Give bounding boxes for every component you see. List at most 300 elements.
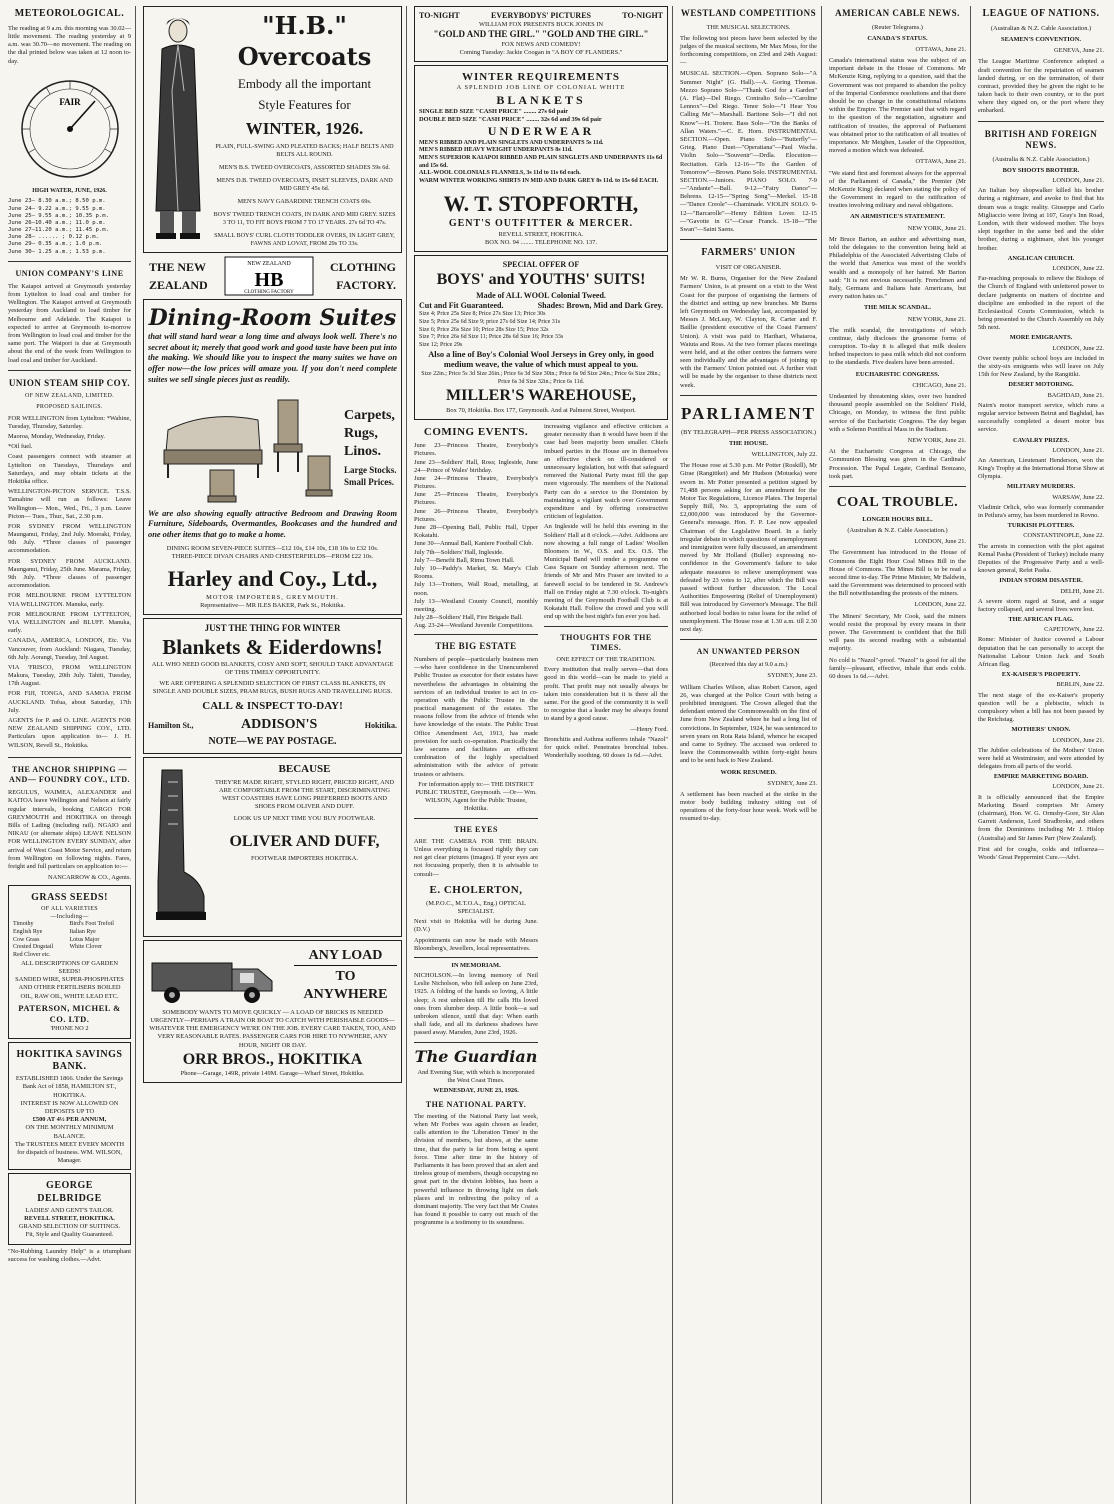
kaiser-place: BERLIN, June 22.	[1056, 681, 1104, 689]
hb-badge-top: NEW ZEALAND	[247, 260, 291, 267]
immig-place: LONDON, June 22.	[1052, 344, 1104, 352]
stopforth-sub: GENT'S OUTFITTER & MERCER.	[448, 217, 634, 229]
dining-side4: Large Stocks. Small Prices.	[344, 465, 397, 487]
british-sub: (Australia & N.Z. Cable Association.)	[992, 155, 1090, 163]
nazol-ad: No cold is "Nazol"-proof. "Nazol" is good for all the family—pleasant, effective, inhale that ends colds. 60 doses 1s 6d.—Advt.	[829, 656, 966, 680]
bank-title: HOKITIKA SAVINGS BANK.	[16, 1048, 123, 1073]
pictures-ad	[414, 6, 668, 62]
because-title: BECAUSE	[278, 762, 331, 775]
miller-special: SPECIAL OFFER OF	[502, 260, 580, 270]
event-item: June 23—Princess Theatre, Everybody's Pictures.	[414, 442, 538, 458]
canada-place: OTTAWA, June 21.	[915, 45, 966, 53]
hb-item: BOYS' TWEED TRENCH COATS, IN DARK AND MID GREY. SIZES 3 TO 11, TO FIT BOYS FROM 7 TO 17 YEARS. 27s 6d TO 47s.	[213, 211, 396, 226]
hb-title: "H.B." Overcoats	[237, 11, 372, 71]
work-place: SYDNEY, June 23.	[767, 779, 817, 787]
desert-text: Nairn's motor transport service, which runs a regular service between Beirut and Baghdad, has successfully completed a desert motor bus service.	[978, 401, 1104, 434]
underwear-item: ALL-WOOL COLONIALS FLANNELS, 3s 11d to 11s 6d each.	[419, 170, 581, 177]
grass-item: Italian Rye	[69, 929, 96, 936]
hb-items	[212, 143, 397, 247]
house-title: THE HOUSE.	[728, 439, 769, 447]
west-intro: The following test pieces have been selected by the judges of the musical sections, Mr Max Moss, for the forthcoming competitions, on 23rd and 24th August:—	[680, 34, 817, 67]
col3-right-subcolumn	[544, 423, 668, 1504]
coal-text: The Government has introduced in the House of Commons the Eight Hour Coal Mines Bill in the House of Commons. The Mines Bill is to be read a second time to-day. The Prime Minister, Mr Baldwin, said the Government was determined to proceed with the Bill notwithstanding the protests of the miners.	[829, 549, 966, 598]
thoughts-sub: ONE EFFECT OF THE TRADITION.	[556, 656, 656, 664]
grass-seeds-ad	[8, 885, 131, 1038]
grass-item: Bird's Foot Trefoil	[69, 921, 114, 928]
coal-sub: LONGER HOURS BILL.	[862, 515, 933, 523]
tide-row: June 30— 1.25 a.m.; 1.53 p.m.	[8, 248, 106, 255]
events-title: COMING EVENTS.	[423, 426, 529, 439]
bank-min: ON THE MONTHLY MINIMUM BALANCE.	[25, 1124, 114, 1140]
oliver-title: OLIVER AND DUFF,	[229, 832, 380, 850]
cholerton-sub: (M.P.O.C., M.T.O.A., Eng.) OPTICAL SPECIALIST.	[426, 899, 526, 915]
euch-title: EUCHARISTIC CONGRESS.	[855, 370, 940, 378]
cable-title: AMERICAN CABLE NEWS.	[835, 8, 960, 18]
desert-title: DESERT MOTORING.	[1008, 381, 1074, 389]
ussco-sub: OF NEW ZEALAND, LIMITED.	[25, 393, 114, 400]
military-title: MILITARY MURDERS.	[1007, 483, 1075, 491]
empire-title: EMPIRE MARKETING BOARD.	[993, 773, 1089, 781]
thoughts-text: Every institution that really serves—that does good in this world—can be made to yield a profit. That profit may not usually always be taken into consideration but it is there all the same. For the good of the community it is well to recognise that a leader may be always found to stand by a good cause.	[544, 666, 668, 723]
delbridge-fit: Fit, Style and Quality Guaranteed.	[25, 1231, 114, 1239]
millers-ad	[414, 255, 668, 420]
dining-text: that will stand hard wear a long time and always look well. There's no secret about it; merely that good work and good taste have been put into the making. We should like you to inspect the many suites we have on offer now—the low prices will amaze you. If you don't need complete suites we sell single pieces just as readily.	[148, 331, 397, 384]
orr-foot: Phone—Garage, 149R, private 149M. Garage—Wharf Street, Hokitika.	[180, 1070, 365, 1078]
grass-item: Cow Grass	[13, 936, 40, 943]
addison-name: ADDISON'S	[241, 717, 318, 733]
guardian-date: WEDNESDAY, JUNE 23, 1926.	[433, 1087, 519, 1095]
grass-more2: SANDED WIRE, SUPER-PHOSPHATES AND OTHER FERTILISERS BOILED OIL, RAW OIL, WHITE LEAD ETC.	[15, 976, 124, 1000]
mothers-place: LONDON, June 21.	[1052, 736, 1104, 744]
laundry-ad: "No-Rubbing Laundry Help" is a triumphant success for washing clothes.—Advt.	[8, 1247, 131, 1263]
seamen-place: GENEVA, June 21.	[1054, 47, 1104, 55]
ussco-title: UNION STEAM SHIP COY.	[8, 377, 131, 388]
memoriam-title: IN MEMORIAM.	[451, 961, 501, 969]
milk-place: NEW YORK, June 21.	[907, 315, 966, 323]
grass-item: Crested Dogstail	[13, 944, 54, 951]
ottawa2-text: "We stand first and foremost always for the approval of the Parliament of Canada," the Premier (Mr McKenzie King) declared when stating the policy of the Government in regard to the ratification of treaties involving military and naval obligations.	[829, 169, 966, 210]
winter-sub: A SPLENDID JOB LINE OF COLONIAL WHITE	[456, 84, 626, 92]
because-t1: THEY'RE MADE RIGHT, STYLED RIGHT, PRICED RIGHT, AND ARE COMFORTABLE FROM THE START, DISCRIMINATING WEST COASTERS HAVE LONG PREFERRED BOOTS AND SHOES FROM OLIVER AND DUFF.	[214, 778, 394, 811]
military-place: WARSAW, June 22.	[1052, 493, 1104, 501]
unwanted-title: AN UNWANTED PERSON	[696, 647, 801, 657]
anyload-1: ANY LOAD	[308, 948, 383, 964]
sailing-item: FOR SYDNEY FROM WELLINGTON Maunganui, Friday, 2nd July. Moeraki, Friday, 9th July. *Three classes of passenger accommodation.	[8, 522, 131, 555]
underwear-item: MEN'S RIBBED AND PLAIN SINGLETS AND UNDERPANTS 5s 11d.	[419, 139, 604, 146]
stopforth-title: W. T. STOPFORTH,	[443, 190, 639, 216]
miller-size-row: Size 5; Price 25s 6d Size 9; price 27s 6d Size 14; Price 31s	[419, 318, 561, 325]
bank-amount: £500 AT 4½ PER ANNUM,	[32, 1116, 107, 1124]
soldiers-text: An Ingleside will be held this evening in the Soldiers' Hall at 8 o'clock.—Advt. Addisons are now showing a full range of Ladies' Woollen Bloomers in W., O.S. and Ex. O.S. The Municipal Band will render a programme on Cass Square on Sunday afternoon next. The friends of Mr and Mrs Fraser are invited to a farewell social to be tendered in St. Andrew's Hall on Friday night at 7.30 o'clock. To-night's meeting of the Greymouth Football Club is at Kokatahi Hall. Follow the crowd and you will end up with the best night's fun ever you had.	[544, 523, 668, 621]
natparty-title: THE NATIONAL PARTY.	[425, 1099, 527, 1109]
event-item: July 13—Trotters, Wall Road, metalling, at noon.	[414, 581, 538, 597]
unwanted-place: SYDNEY, June 23.	[767, 672, 817, 680]
cavalry-title: CAVALRY PRIZES.	[1012, 436, 1070, 444]
event-item: June 24—Princess Theatre, Everybody's Pictures.	[414, 474, 538, 491]
miller-size-row: Size 6; Price 26s Size 10; Price 28s Size 15; Price 32s	[419, 326, 549, 333]
guardian-title: The Guardian	[414, 1046, 538, 1066]
boy-place: LONDON, June 21.	[1052, 177, 1104, 185]
oliver-duff-ad	[143, 757, 402, 937]
turkish-title: TURKISH PLOTTERS.	[1007, 522, 1075, 530]
furniture-icon	[148, 390, 338, 506]
immig-text: Over twenty public school boys are included in the sixty-six emigrants who will leave on July 15th for New Zealand, by the Rangitiki.	[978, 354, 1104, 379]
hb-factory-left2: ZEALAND	[149, 277, 208, 292]
cavalry-text: An American, Lieutenant Henderson, won the King's Trophy at the International Horse Show at Olympia.	[978, 456, 1104, 481]
parliament-text: The House rose at 5.30 p.m. Mr Potter (Roskill), Mr Girae (Rangitikei) and Mr Hudson (Motueka) were sworn in. Mr Potter presented a petition signed by 71,488 persons asking for an amendment for the Motor Tax Regulations, Licence Plates. The Imperial Supply Bill, No. 3, appropriating the sum of £2,000,000 was introduced by the Governor-General's message. Hon. F. P. Lee now appealed Chairman of the Legislative Board. In a fairly irregular debate in which questions of unemployment and immigration were fully discussed, an amendment moved by Mr Holland (Buller) expressing no-confidence in the Government's failure to take adequate measures to relieve unemployment was defeated by 23 votes to 12, after which the Bill was passed without further discussion. The Local Authorities Empowering (Relief of Unemployment) Bill was introduced by Governor's Message. The Bill authorised local bodies to raise loans for the relief of unemployment. The House rose at 1.30 a.m. till 2.30 next day.	[680, 462, 817, 633]
ussco-sail: PROPOSED SAILINGS.	[36, 403, 103, 410]
indian-text: A severe storm raged at Surat, and a sugar factory collapsed, and several lives were lost.	[978, 597, 1104, 613]
sailing-item: AGENTS for P. and O. LINE. AGENTS FOR NEW ZEALAND SHIPPING COY., LTD. Particulars upon application to— J. H. WILSON, Revell St., Hokitika.	[8, 717, 131, 749]
farmers-sub: VISIT OF ORGANISER.	[715, 264, 782, 271]
indian-title: INDIAN STORM DISASTER.	[999, 577, 1083, 585]
delbridge-ad	[8, 1173, 131, 1244]
hb-line1: Embody all the important	[237, 76, 372, 92]
addison-right: Hokitika.	[364, 721, 397, 731]
guardian-sub: And Evening Star, with which is incorporated the West Coast Times.	[417, 1069, 535, 1085]
armistice-title: AN ARMISTICE'S STATEMENT.	[850, 213, 945, 221]
blankets-ad	[143, 618, 402, 754]
orr-title: ORR BROS., HOKITIKA	[182, 1050, 363, 1068]
bank-trustees: The TRUSTEES MEET EVERY MONTH for dispatch of business. WM. WILSON, Manager.	[14, 1140, 125, 1165]
dining-also: We are also showing equally attractive Bedroom and Drawing Room Furniture, Sideboards, Overmantles, Bookcases and the hundred and one other items that go to make a home.	[148, 508, 397, 540]
coal-agency: (Australian & N.Z. Cable Association.)	[847, 526, 948, 534]
sailings-list	[8, 415, 131, 752]
savings-bank-ad	[8, 1042, 131, 1171]
grass-sub: OF ALL VARIETIES	[41, 906, 98, 913]
paterson-phone: 'PHONE NO 2	[50, 1025, 89, 1033]
union-title: UNION COMPANY'S LINE	[15, 268, 124, 278]
underwear-item: MEN'S RIBBED HEAVY WEIGHT UNDERPANTS 8s 11d.	[419, 147, 573, 154]
sailing-item: FOR FIJI, TONGA, AND SAMOA FROM AUCKLAND. Tofua, about Saturday, 17th July.	[8, 690, 131, 714]
event-item: June 28—Opening Ball, Public Hall, Upper Kokatahi.	[414, 524, 538, 540]
hb-factory-right: CLOTHING	[329, 259, 396, 274]
column-6	[974, 6, 1108, 1504]
event-item: Aug. 23-24—Westland Juvenile Competitions.	[414, 622, 534, 630]
tide-row: June 28— ...... ; 0.12 p.m.	[8, 234, 99, 241]
hb-badge-icon	[224, 256, 314, 296]
pic-line4: Coming Tuesday: Jackie Coogan in "A BOY OF FLANDERS."	[459, 49, 623, 57]
news-items	[978, 167, 1104, 843]
bl-single: SINGLE BED SIZE "CASH PRICE" ........ 27s 6d pair	[419, 107, 569, 115]
sailing-item: CANADA, AMERICA, LONDON, Etc. Via Vancouver, from Auckland: Niagara, Tuesday, 6th July. Aorangi, Tuesday, 3rd August.	[8, 637, 131, 661]
delbridge-addr: REVELL STREET, HOKITIKA.	[24, 1215, 115, 1223]
harley-title: Harley and Coy., Ltd.,	[167, 566, 378, 592]
tide-row: June 29— 0.35 a.m.; 1.0 p.m.	[8, 241, 103, 248]
house-place: WELLINGTON, July 22.	[751, 450, 817, 458]
underwear-item: WARM WINTER WORKING SHIRTS IN MID AND DARK GREY 8s 11d. to 15s 6d EACH.	[419, 178, 659, 185]
cable-text: Canada's international status was the subject of an important debate in the House of Commons. Mr McKenzie King, replying to a question, said that the Government was not prepared to abandon the policy of the Imperial Conference resolutions and that there should be no change in the constitutional relations within the Empire. The Premier said that with regard to the question of the negotiation, signature and ratification of treaties, the approval of Parliament was obtained prior to the ratification of all treaties of importance. Mr Meighen, Leader of the Opposition, moved a motion which was defeated.	[829, 57, 966, 155]
league-title: LEAGUE OF NATIONS.	[982, 8, 1100, 19]
woods-ad: First aid for coughs, colds and influenza—Woods' Great Peppermint Cure.—Advt.	[978, 845, 1104, 861]
grass-more: ALL DESCRIPTIONS OF GARDEN SEEDS!	[21, 959, 118, 975]
sailing-item: Coast passengers connect with steamer at Lyttelton on Tuesdays, Thursdays and Saturdays, and may obtain tickets at the Hokitika office.	[8, 453, 131, 485]
blankets-call: CALL & INSPECT TO-DAY!	[202, 700, 343, 713]
sailing-item: FOR MELBOURNE FROM LYTTELTON VIA WELLINGTON. Manuka, early.	[8, 592, 131, 608]
miller-sizes	[419, 311, 663, 349]
truck-icon	[148, 945, 288, 1007]
grass-item: Lotus Major	[69, 936, 100, 943]
column-5	[825, 6, 971, 1504]
empire-text: It is officially announced that the Empire Marketing Board comprises Mr Amery (chairman), Hon. W. G. Ormsby-Gore, Sir Alan Garrett Anderson, Lord Stradbroke, and others from the Dominions including Mr J. Hislop (Australia) and Sir James Parr (New Zealand).	[978, 793, 1104, 842]
underwear-word: UNDERWEAR	[487, 124, 595, 139]
kaiser-title: EX-KAISER'S PROPERTY.	[1001, 671, 1081, 679]
coal2-text: The Miners' Secretary, Mr Cook, said the miners would resist the proposal by every means in their power. The Government is confident that the Bill will pass its second reading with a substantial majority.	[829, 612, 966, 653]
miller-cut: Cut and Fit Guaranteed.	[419, 300, 504, 310]
tide-row: June 23— 8.30 a.m.; 8.50 p.m.	[8, 198, 106, 205]
hb-line2: Style Features for	[258, 97, 351, 113]
farmers-title: FARMERS' UNION	[701, 247, 796, 259]
parliament-sub: (BY TELEGRAPH—PER PRESS ASSOCIATION.)	[681, 428, 816, 436]
paterson-name: PATERSON, MICHEL & CO. LTD.	[18, 1002, 121, 1024]
harley-rep: Representative— MR ILES BAKER, Park St., Hokitika.	[200, 601, 345, 609]
african-title: THE AFRICAN FLAG.	[1008, 616, 1074, 624]
event-item: June 25—Princess Theatre, Everybody's Pictures.	[414, 491, 538, 507]
delbridge-sub: LADIES' AND GENT'S TAILOR.	[25, 1206, 114, 1214]
ottawa2-place: OTTAWA, June 21.	[915, 158, 966, 166]
thoughts-author: —Henry Ford.	[630, 725, 668, 733]
bank-est: ESTABLISHED 1866. Under the Savings Bank Act of 1858, HAMILTON ST., HOKITIKA.	[15, 1075, 124, 1099]
anchor-text: REGULUS, WAIMEA, ALEXANDER and KAITOA leave Wellington and Nelson at fairly regular intervals, booking CARGO FOR GREYMOUTH and HOKITIKA on through Bills of Lading (including rail). NGAIO and NIKAU (or alternate ships) LEAVE NELSON FOR WELLINGTON EVERY SUNDAY, after arrival of West Coast Motor Service, and return from Wellington on following nights. Fares, freight and full particulars on application to:—	[8, 789, 131, 870]
overcoat-man-icon	[148, 11, 208, 241]
underwear-item: MEN'S SUPERIOR KAIAPOI RIBBED AND PLAIN SINGLETS AND UNDERPANTS 11s 6d and 15s 6d.	[419, 155, 663, 169]
blankets-head: JUST THE THING FOR WINTER	[204, 622, 341, 633]
miller-title: BOYS' and YOUTHS' SUITS!	[436, 271, 646, 289]
sailing-item: FOR SYDNEY FROM AUCKLAND. Maunganui, Friday, 25th June. Marama, Friday, 9th July. *Three classes of passenger accommodation.	[8, 557, 131, 590]
because-t2: LOOK US UP NEXT TIME YOU BUY FOOTWEAR.	[233, 814, 376, 822]
coal-title: COAL TROUBLE.	[836, 494, 959, 510]
column-2	[139, 6, 407, 1504]
pic-head-right: TO-NIGHT	[622, 11, 663, 20]
turkish-text: The arrests in connection with the plot against Kemal Pasha (President of Turkey) include many Deputies of the Progressive Party and a well-known general, Refet Pasha.	[978, 542, 1105, 575]
event-item: June 23—Soldiers' Hall, Ross; Ingleside, June 24—Prince of Wales' birthday.	[414, 458, 538, 474]
col3-left-subcolumn	[414, 423, 538, 1504]
pic-head-left: TO-NIGHT	[419, 11, 460, 20]
sailing-item: *Oil fuel.	[8, 443, 33, 451]
farmers-text: Mr W. R. Burns, Organiser for the New Zealand Farmers' Union, is at present on a visit to the West Coast for the purpose of organising the farmers of the district and setting up new branches. Mr Burns left Greymouth on Wednesday last, accompanied by Messrs J. McLeay, W. Clayton, R. Carter and F. Baillie (president executive of the Coast Farmers' Union). A visit was paid to Harihari, Whataroa, Waiuta and Ross. At the two former places meetings were held, and at the other centres the farmers were seen individually and the advantages of joining up with the Farmers' Union pointed out. A further visit will be made by the organiser to these districts next week.	[680, 275, 817, 389]
blankets-title: Blankets & Eiderdowns!	[162, 635, 383, 660]
hb-badge-bottom: CLOTHING FACTORY	[244, 289, 294, 295]
tide-row: June 25— 9.55 a.m.; 10.35 p.m.	[8, 212, 110, 219]
mothers-title: MOTHERS' UNION.	[1011, 726, 1071, 734]
sailing-item: WELLINGTON-PICTON SERVICE. T.S.S. Tamahine will run as follows: Leave Wellington— Mon., Wed., Fri., 3 p.m. Leave Picton— Tues., Thur., Sat., 2.30 p.m.	[8, 488, 131, 520]
event-item: July 28—Soldiers' Hall, Fire Brigade Ball.	[414, 614, 523, 622]
milk-text: The milk scandal, the investigations of which continue, daily discloses the gruesome forms of corruption. To-day it is alleged that milk dealers bribed inspectors to pass milk which did not conform to the standards. Five dealers have been arrested.	[829, 326, 966, 367]
west-body: MUSICAL SECTION.—Open. Soprano Solo—"A Summer Night" (G. Hall).—A. Goring Thomas. Mezzo Soprano Solo—"Thank God for a Garden" (A. Flat)—Del Riego. Contralto Solo—"Caroline Lennox"—Del Riego. Tenor Solo—"I Hear You Calling Me"—Marshall. Baritone Solo—"I did not Know"—H. Trotere. Bass Solo—"On the Banks of Allan Waters."—C. E. Horn. INSTRUMENTAL SECTION.—Open. Piano Solo—"Butterfly"—Grieg. Piano Duet—"Operatiana"—Paul Wachs. Violin Solo—"Souvenir"—Drdla. Elocution—Recitation. Girls 12-16—"To the Garden of Tomorrow"—Brown. Piano Solo. INSTRUMENTAL SECTION.—Juniors. PIANO SOLO. 7-9—"Andante"—Ball. 9-12—"Fairy Dance"—Behrens. 12-15—"Spring Song"—Merkel. 15-18—"Dance Creole"—Chaminade. VIOLIN SOLO. 9-12—"Barcarolle"—Henry Edition Lover. 12-15—"Gavotte in G"—Cesar Franck. 15-18—"The Swan"—Saint Saens.	[680, 70, 817, 234]
grass-item: Red Clover etc.	[13, 952, 51, 959]
miller-size-row: Size 4; Price 25s Size 8; Price 27s Size 13; Price 30s	[419, 311, 546, 318]
euch-text: Undaunted by threatening skies, over two hundred thousand people assembled on the Soldiers' Field, Chicago, on Monday, to witness the first public service of the Eucharistic Congress. The day began with a Solemn Pontifical Mass in the Stadium.	[829, 393, 966, 433]
unwanted-sub: (Received this day at 9.0 a.m.)	[709, 661, 788, 669]
events-list	[414, 442, 538, 630]
dining-title: Dining-Room Suites	[148, 304, 397, 331]
eyes-text: ARE THE CAMERA FOR THE BRAIN. Unless everything is focussed rightly they can not get clear pictures (images). If your eyes are not focussing properly, then it is advisable to consult—	[414, 837, 538, 878]
armistice-text: Mr Bruce Barton, an author and advertising man, told the delegates to the convention being held at Philadelphia of the Associated Advertising Clubs of the world that America was most of the world's wealth and a monopoly of her hatred. Mr Barton said: "It is not envious necessarily. Frenchmen and Italy, Germans and Italians hate Americans, but every nation hates us."	[829, 235, 966, 301]
tide-row: June 27—11.20 a.m.; 11.45 p.m.	[8, 227, 110, 234]
grass-item: English Rye	[13, 929, 43, 936]
tides-list	[8, 198, 131, 255]
event-item: July 7th—Soldiers' Hall, Ingleside.	[414, 548, 504, 556]
west-sub: THE MUSICAL SELECTIONS.	[706, 23, 791, 31]
west-title: WESTLAND COMPETITIONS	[680, 8, 817, 18]
tides-title: HIGH WATER, JUNE, 1926.	[32, 187, 107, 194]
grass-title: GRASS SEEDS!	[31, 892, 108, 904]
hb-item: PLAIN, FULL-SWING AND PLEATED BACKS; HALF BELTS AND BELTS ALL ROUND.	[215, 143, 394, 159]
union-text: The Kaiapoi arrived at Greymouth yesterday from Lyttelton to load coal and timber for Wellington. The Kaiapoi arrived at Greymouth yesterday from Auckland to load timber for Melbourne and Adelaide. The Kaiapoi is expected to arrive at Greymouth to-morrow from Wellington to load coal and timber for the same port. The Waipori is due at Greymouth about the end of the week from Wellington to load coal and timber for Auckland.	[8, 282, 131, 364]
cavalry-place: LONDON, June 21.	[1052, 446, 1104, 454]
bl-double: DOUBLE BED SIZE "CASH PRICE" ........ 32s 6d and 39s 6d pair	[419, 116, 602, 124]
pic-head-center: EVERYBODYS' PICTURES	[491, 11, 591, 20]
coal-place: LONDON, June 21.	[914, 538, 966, 546]
cholerton-visit: Next visit to Hokitika will be during June. (D.V.)	[414, 918, 538, 934]
hb-item: MEN'S B.S. TWEED OVERCOATS, ASSORTED SHADES 59s 6d.	[219, 164, 390, 172]
thoughts-title: THOUGHTS FOR THE TIMES.	[560, 632, 652, 652]
harley-sub: MOTOR IMPORTERS, GREYMOUTH.	[206, 593, 339, 601]
column-4	[676, 6, 822, 1504]
unwanted-text: William Charles Wilson, alias Robert Carson, aged 26, was charged at the Police Court with being a prohibited immigrant. The Crown alleged that the defendant entered the Commonwealth on the first of June from New Zealand where he had a long list of convictions. In September, 1924, he was sentenced to seven years on Rota Rata Island, whence he escaped and came to Sydney. The accused was ordered to leave the Commonwealth within forty-eight hours and to be sent back to New Zealand.	[680, 683, 817, 765]
pic-line3: FOX NEWS AND COMEDY!	[501, 40, 581, 48]
addison-left: Hamilton St.,	[148, 721, 194, 731]
african-place: CAPETOWN, June 22.	[1044, 626, 1104, 634]
natparty-text: The meeting of the National Party last week, when Mr Forbes was again chosen as leader, calls attention to the 'Liberation Times' in the division of members, but shows, at the same time, that the party is far from being a spent force. Time after time in the history of Parliaments it has been proved that an alert and tireless group of members, though occupying no great part in the division lobbies, has been a powerful influence in throwing light on dark places and in redirecting the policy of a dominant majority. The very fact that Mr Coates has found it possible to carry out much of the programme is a testimony to its soundness.	[414, 1112, 538, 1227]
column-1	[4, 6, 136, 1504]
blankets-word: BLANKETS	[496, 92, 586, 107]
column-3	[410, 6, 673, 1504]
bigestate-text: Numbers of people—particularly business men—who have confidence in the Unencumbered Public Trustee as executor for their estates have nevertheless the advantages in obtaining the services of an individual trustee to act in co-operation with the Public Trustee in the practical management of the estates. The reasons follow from the advice of friends who have knowledge of the estate. The Public Trust Office Amendment Act, 1913, has made provision for such co-operation. Practically the law secures and facilitates an efficient combination of the highly specialised administration with the advice of private trustees or advisers.	[414, 655, 538, 778]
event-item: July 7—Benefit Ball, Rimu Town Hall.	[414, 556, 515, 564]
orr-bros-ad	[143, 940, 402, 1084]
sailing-item: VIA 'FRISCO, FROM WELLINGTON Makura, Tuesday, 20th July. Tahiti, Tuesday, 17th August.	[8, 663, 131, 688]
immig-title: MORE EMIGRANTS.	[1009, 334, 1073, 342]
milk-title: THE MILK SCANDAL.	[864, 304, 931, 312]
euch-place: CHICAGO, June 21.	[912, 381, 966, 389]
hb-item: MEN'S D.B. TWEED OVERCOATS, INSET SLEEVES, DARK AND MID GREY 45s 6d.	[216, 177, 393, 193]
anchor-agent: NANCARROW & CO., Agents.	[48, 874, 131, 882]
dining-room-ad	[143, 299, 402, 615]
event-item: July 13—Westland County Council, monthly meeting.	[414, 597, 538, 613]
dining-prices1: DINING ROOM SEVEN-PIECE SUITES—£12 10s, £14 10s, £18 10s to £32 10s.	[166, 544, 379, 552]
work-title: WORK RESUMED.	[720, 768, 777, 776]
dining-prices2: THREE-PIECE DIVAN CHAIRS AND CHESTERFIELDS—FROM £22 10s.	[171, 553, 374, 561]
military-text: Vladimir Orlick, who was formerly commander in Petlura's army, has been murdered in Rovno.	[978, 503, 1104, 520]
stopforth-addr: REVELL STREET, HOKITIKA.	[498, 230, 584, 238]
barometer-icon	[15, 71, 125, 183]
anglican-text: Far-reaching proposals to relieve the Bishops of the Church of England with unfettered power to declare judgments on matters of doctrine and discipline are embodied in the report of the Ecclesiastical Courts Commission, which is being presented to the Church Assembly on July 5th next.	[978, 275, 1104, 332]
memoriam-text: NICHOLSON.—In loving memory of Neil Leslie Nicholson, who fell asleep on June 23rd, 1925. A folding of the hands so loving, A little sleep; A rest unbroken till He calls His loved ones from slumber deep. A little book—a sad unbroken silence, until that day: When earth shall fade, and all its darkness shadows have passed away. Marsden, June 23rd, 1926.	[414, 972, 538, 1037]
cable-sub: (Reuter Telegrams.)	[872, 23, 923, 31]
ny2-text: At the Eucharistic Congress at Chicago, the Communion Blessing was given in the Cardinals' Procession. The Papal Legate, Cardinal Bonzano, took part.	[829, 448, 966, 480]
orr-text: SOMEBODY WANTS TO MOVE QUICKLY — A LOAD OF BRICKS IS NEEDED URGENTLY—PERHAPS A TRAIN OR BOAT TO CATCH WITH PERISHABLE GOODS—WHATEVER THE EMERGENCY WE'RE ON THE JOB. EVERY CARE TAKEN, TOO, AND VERY REASONABLE RATES. PASSENGER CARS FOR HIRE TO NYWHERE, ANY HOUR, NIGHT OR DAY.	[149, 1008, 396, 1049]
blankets-t2: WE ARE OFFERING A SPLENDID SELECTION OF FIRST CLASS BLANKETS, IN SINGLE AND DOUBLE SIZES, PRAM RUGS, BUSH RUGS AND TRAVELLING RUGS.	[152, 679, 393, 695]
hb-item: MEN'S NAVY GABARDINE TRENCH COATS 69s.	[237, 198, 372, 206]
stopforth-box: BOX NO. 94 ........ TELEPHONE NO. 137.	[485, 238, 597, 246]
col3-continued-text: increasing vigilance and effective criticism a greater necessity than it would have been if the case had been majority been smaller. Chiefs imbued parties in the House are in themselves an effective check on ill-considered or unnecessary legislation, but with that safeguard removed the National Party must fill the gap more vigorously. The members of the National Party can do a service to the Dominion by maintaining a vigilant watch over Government expenditure and by offering constructive criticism of legislation.	[544, 423, 668, 521]
sailing-item: FOR MELBOURNE FROM LYTTELTON, VIA WELLINGTON and BLUFF. Manuka, early.	[8, 610, 131, 635]
met-text: The reading at 9 a.m. this morning was 30.02—little movement. The reading yesterday at 9 a.m. was 30.70—no movement. The reading on the dial printed below was taken at 12 noon to-day.	[8, 24, 131, 65]
miller-jerseys: Also a line of Boy's Colonial Wool Jerseys in Grey only, in good medium weave, the value of which must appeal to you.	[428, 349, 654, 370]
african-text: Rome: Minister of Justice covered a Labour deputation that he can personally to accept the Nationalist Labour Union Jack and South African flag.	[978, 636, 1104, 669]
dining-side2: Rugs,	[344, 426, 378, 442]
miller-shades: Shades: Brown, Mid and Dark Grey.	[537, 300, 663, 310]
winter-requirements-ad	[414, 65, 668, 252]
grass-item: White Clover	[69, 944, 102, 951]
armistice-place: NEW YORK, June 21.	[907, 224, 966, 232]
empire-place: LONDON, June 21.	[1052, 783, 1104, 791]
dining-side3: Linos.	[344, 444, 381, 460]
eyes-title: THE EYES	[454, 824, 498, 834]
boy-title: BOY SHOOTS BROTHER.	[1002, 166, 1080, 174]
miller-made: Made of ALL WOOL Colonial Tweed.	[476, 290, 606, 300]
bigestate-title: THE BIG ESTATE	[435, 641, 517, 652]
delbridge-suit: GRAND SELECTION OF SUITINGS.	[18, 1223, 121, 1231]
hb-factory-left: THE NEW	[149, 259, 207, 274]
grass-including: —Including—	[50, 913, 89, 920]
hb-item: SMALL BOYS' CURL CLOTH TODDLER OVERS, IN LIGHT GREY, FAWNS AND LOVAT, FROM 29s TO 33s.	[214, 231, 395, 247]
pic-line2: "GOLD AND THE GIRL." "GOLD AND THE GIRL."	[433, 29, 649, 40]
league-sub: (Australian & N.Z. Cable Association.)	[990, 24, 1092, 32]
pic-line1: WILLIAM FOX PRESENTS BUCK JONES IN	[478, 21, 604, 29]
mothers-text: The Jubilee celebrations of the Mothers' Union were held at Westminster, and were attended by delegates from all parts of the world.	[978, 746, 1104, 771]
oliver-sub: FOOTWEAR IMPORTERS HOKITIKA.	[250, 855, 358, 863]
anglican-title: ANGLICAN CHURCH.	[1007, 254, 1075, 262]
kaiser-text: The next stage of the ex-Kaiser's property question will be a plebiscite, which is compulsory when a bill has not been passed by the Reichstag.	[978, 691, 1104, 724]
barometer-dial	[8, 71, 131, 183]
thoughts-foot: Bronchitis and Asthma sufferers inhale "Nazol" for quick relief. Penetrates bronchial tubes. Wonderfully soothing. 60 doses 1s 6d.—Advt.	[544, 735, 668, 760]
anyload-2: TO ANYWHERE	[294, 965, 397, 1004]
hb-line3: WINTER, 1926.	[245, 118, 364, 138]
delbridge-title: GEORGE DELBRIDGE	[37, 1180, 102, 1205]
dining-side1: Carpets,	[344, 408, 395, 424]
desert-place: BAGHDAD, June 21.	[1047, 391, 1104, 399]
hb-badge-mono: HB	[254, 268, 284, 291]
sailing-item: Maoroa, Monday, Wednesday, Friday.	[8, 433, 105, 440]
dial-label: FAIR	[58, 96, 81, 107]
hb-factory-right2: FACTORY.	[336, 277, 396, 292]
postage-note: NOTE—WE PAY POSTAGE.	[208, 736, 337, 747]
indian-place: DELHI, June 21.	[1060, 587, 1104, 595]
trust-info: For information apply to:— THE DISTRICT PUBLIC TRUSTEE, Greymouth. —Or— Wm. WILSON, Agent for the Public Trustee, Hokitika.	[415, 780, 537, 813]
event-item: July 10—Paddy's Market, St. Mary's Club Rooms.	[414, 564, 538, 581]
seamen-text: The League Maritime Conference adopted a draft convention for the repatriation of seamen landed during, or on the termination, of their contract, provided they be given the right to be taken back to their own country, or to the port where they signed on, or the port where they embarked.	[978, 58, 1104, 115]
parliament-title: PARLIAMENT	[681, 403, 816, 423]
tide-row: June 24— 9.22 a.m.; 9.55 p.m.	[8, 205, 106, 212]
blankets-t1: ALL WHO NEED GOOD BLANKETS, COSY AND SOFT, SHOULD TAKE ADVANTAGE OF THIS TIMELY OPPORTUNITY.	[151, 661, 394, 677]
miller-name: MILLER'S WAREHOUSE,	[446, 387, 636, 405]
anglican-place: LONDON, June 22.	[1052, 264, 1104, 272]
met-title: METEOROLOGICAL.	[14, 8, 125, 19]
coal2-place: LONDON, June 22.	[914, 601, 966, 609]
event-item: June 26—Princess Theatre, Everybody's Pictures.	[414, 507, 538, 523]
miller-size-row: Size 7; Price 26s 6d Size 11; Price 28s 6d Size 16; Price 33s	[419, 334, 564, 341]
miller-size-row: Size 12; Price 29s	[419, 341, 463, 348]
ny2-place: NEW YORK, June 21.	[907, 436, 966, 444]
british-title: BRITISH AND FOREIGN NEWS.	[984, 128, 1098, 151]
winter-title: WINTER REQUIREMENTS	[461, 71, 621, 84]
work-text: A settlement has been reached at the strike in the motor body building industry sitting out of operations of the forty-four hour week. Work will be resumed to-day.	[680, 790, 817, 823]
hb-factory-banner	[143, 256, 402, 296]
boot-icon	[148, 762, 208, 932]
grass-list	[13, 921, 126, 959]
anchor-title: THE ANCHOR SHIPPING —AND— FOUNDRY COY., LTD.	[8, 764, 130, 784]
miller-addr: Box 70, Hokitika. Box 177, Greymouth. And at Palmerst Street, Westport.	[446, 406, 636, 414]
bank-interest: INTEREST IS NOW ALLOWED ON DEPOSITS UP TO	[20, 1099, 119, 1115]
cholerton-appt: Appointments can now be made with Messrs Bloomberg's, Jewellers, local representatives.	[414, 936, 538, 952]
boy-text: An Italian boy shopwalker killed his brother during a nightmare, and awoke to find that his dream was a tragic reality. Giuseppe and Carlo Migliaccio were living at 107, Gray's Inn Road, London, with their widowed mother. The boys slept together in the same bed and the elder brother, during a nightmare, shot his younger brother.	[978, 187, 1104, 252]
tide-row: June 26—10.40 a.m.; 11.0 p.m.	[8, 219, 106, 226]
turkish-place: CONSTANTINOPLE, June 22.	[1023, 532, 1104, 540]
cholerton-name: E. CHOLERTON,	[429, 883, 523, 896]
seamen-title: SEAMEN'S CONVENTION.	[1001, 35, 1081, 43]
